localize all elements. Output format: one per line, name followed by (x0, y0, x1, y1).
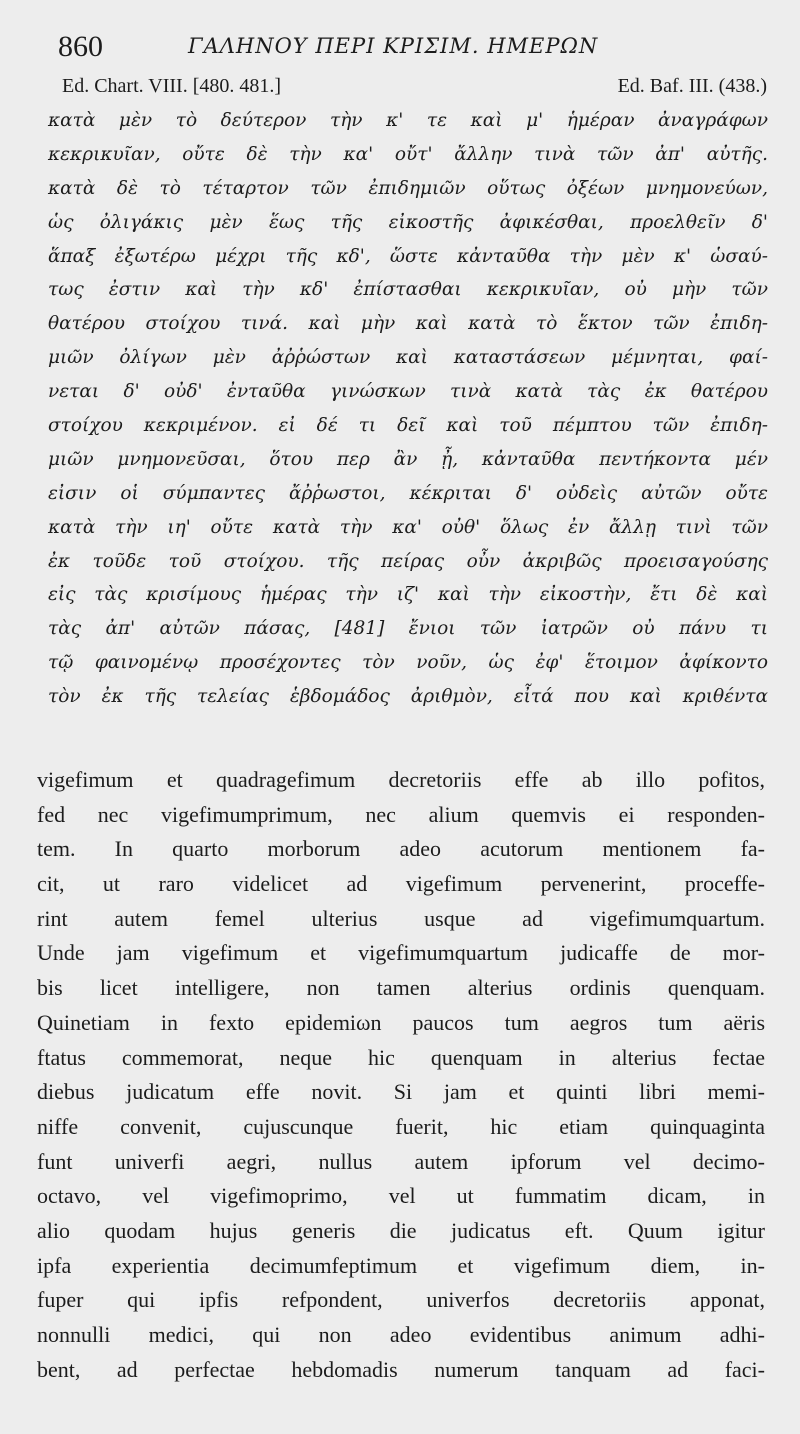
latin-line: ftatus commemorat, neque hic quenquam in alterius fectae (37, 1044, 765, 1070)
latin-line: fuper qui ipfis refpondent, univerfos decretoriis apponat, (37, 1287, 765, 1313)
greek-line: τὸν ἐκ τῆς τελείας ἑβδομάδος ἀριθμὸν, εἶτά που καὶ κριθέντα (48, 686, 768, 708)
page-number: 860 (58, 30, 103, 63)
greek-text-block (48, 104, 768, 714)
latin-line: bent, ad perfectae hebdomadis numerum tanquam ad faci- (37, 1356, 765, 1382)
latin-line: vigefimum et quadragefimum decretoriis effe ab illo pofitos, (37, 767, 765, 792)
latin-line: rint autem femel ulterius usque ad vigefimumquartum. (37, 905, 765, 931)
latin-line: Unde jam vigefimum et vigefimumquartum judicaffe de mor- (37, 940, 765, 966)
greek-line: ὡς ὀλιγάκις μὲν ἕως τῆς εἰκοστῆς ἀφικέσθαι, προελθεῖν δ' (48, 211, 768, 233)
greek-line: κατὰ δὲ τὸ τέταρτον τῶν ἐπιδημιῶν οὕτως ὀξέων μνημονεύων, (48, 177, 768, 199)
greek-line: μιῶν μνημονεῦσαι, ὅτου περ ἂν ᾖ, κἀνταῦθα πεντήκοντα μέν (48, 448, 768, 470)
greek-line: κατὰ μὲν τὸ δεύτερον τὴν κ' τε καὶ μ' ἡμέραν ἀναγράφων (48, 110, 768, 131)
greek-line: στοίχου κεκριμένον. εἰ δέ τι δεῖ καὶ τοῦ πέμπτου τῶν ἐπιδη- (48, 415, 768, 437)
latin-line: alio quodam hujus generis die judicatus eft. Quum igitur (37, 1217, 765, 1243)
latin-line: fed nec vigefimumprimum, nec alium quemvis ei responden- (37, 801, 765, 827)
latin-line: octavo, vel vigefimoprimo, vel ut fummatim dicam, in (37, 1183, 765, 1209)
latin-line: Quinetiam in fexto epidemiωn paucos tum aegros tum aëris (37, 1009, 765, 1035)
greek-line: τῷ φαινομένῳ προσέχοντες τὸν νοῦν, ὡς ἐφ' ἕτοιμον ἀφίκοντο (48, 652, 768, 674)
running-title: ΓΑΛΗΝΟΥ ΠΕΡΙ ΚΡΙΣΙΜ. ΗΜΕΡΩΝ (188, 34, 599, 58)
greek-line: νεται δ' οὐδ' ἐνταῦθα γινώσκων τινὰ κατὰ τὰς ἐκ θατέρου (48, 381, 768, 403)
latin-line: diebus judicatum effe novit. Si jam et quinti libri memi- (37, 1079, 765, 1105)
latin-line: ipfa experientia decimumfeptimum et vigefimum diem, in- (37, 1252, 765, 1278)
latin-text-block (37, 763, 765, 1387)
latin-line: tem. In quarto morborum adeo acutorum mentionem fa- (37, 836, 765, 862)
edition-basel-reference: Ed. Baf. III. (438.) (617, 75, 767, 97)
greek-line: κατὰ τὴν ιη' οὔτε κατὰ τὴν κα' οὐθ' ὅλως ἐν ἄλλῃ τινὶ τῶν (48, 516, 768, 538)
latin-line: niffe convenit, cujuscunque fuerit, hic etiam quinquaginta (37, 1113, 765, 1139)
greek-line: τὰς ἀπ' αὐτῶν πάσας, [481] ἔνιοι τῶν ἰατρῶν οὐ πάνυ τι (48, 618, 768, 640)
greek-line: εἰς τὰς κρισίμους ἡμέρας τὴν ιζ' καὶ τὴν εἰκοστὴν, ἔτι δὲ καὶ (48, 584, 768, 606)
greek-line: τως ἐστιν καὶ τὴν κδ' ἐπίστασθαι κεκρικυῖαν, οὐ μὴν τῶν (48, 279, 768, 301)
greek-line: εἰσιν οἱ σύμπαντες ἄῤῥωστοι, κέκριται δ' οὐδεὶς αὐτῶν οὔτε (48, 482, 768, 504)
greek-line: ἅπαξ ἐξωτέρω μέχρι τῆς κδ', ὥστε κἀνταῦθα τὴν μὲν κ' ὡσαύ- (48, 245, 768, 267)
running-head (58, 30, 758, 64)
edition-references (62, 75, 767, 103)
latin-line: cit, ut raro videlicet ad vigefimum pervenerint, proceffe- (37, 871, 765, 897)
greek-line: μιῶν ὀλίγων μὲν ἀῤῥώστων καὶ καταστάσεων μέμνηται, φαί- (48, 347, 768, 369)
greek-line: ἐκ τοῦδε τοῦ στοίχου. τῆς πείρας οὖν ἀκριβῶς προεισαγούσης (48, 550, 768, 572)
greek-line: κεκρικυῖαν, οὔτε δὲ τὴν κα' οὔτ' ἄλλην τινὰ τῶν ἀπ' αὐτῆς. (48, 143, 768, 165)
latin-line: nonnulli medici, qui non adeo evidentibus animum adhi- (37, 1322, 765, 1347)
latin-line: bis licet intelligere, non tamen alterius ordinis quenquam. (37, 975, 765, 1001)
edition-chartier-reference: Ed. Chart. VIII. [480. 481.] (62, 75, 282, 97)
greek-line: θατέρου στοίχου τινά. καὶ μὴν καὶ κατὰ τὸ ἕκτον τῶν ἐπιδη- (48, 313, 768, 335)
latin-line: funt univerfi aegri, nullus autem ipforum vel decimo- (37, 1148, 765, 1174)
